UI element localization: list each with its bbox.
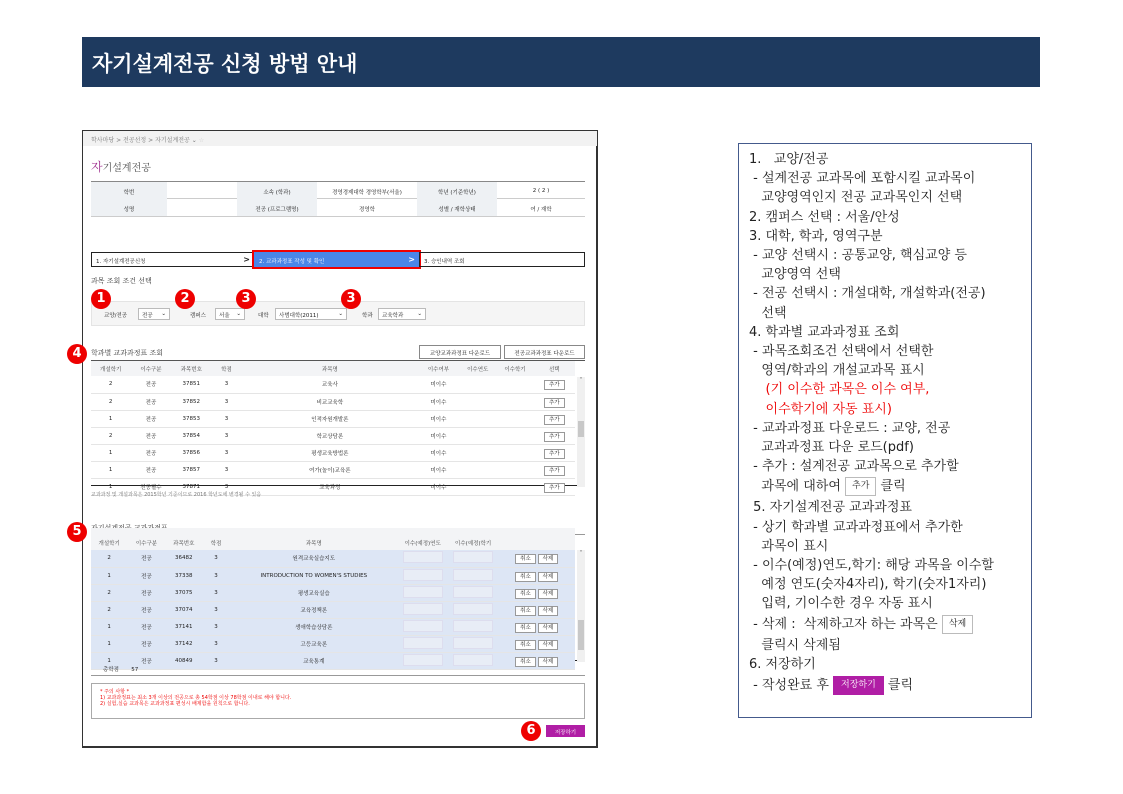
info-label: 성별 / 재학상태 xyxy=(417,199,497,216)
step-badge: 2 xyxy=(175,289,195,309)
table-cell: 3 xyxy=(202,635,230,652)
add-button[interactable]: 추가 xyxy=(544,380,565,390)
table-cell: 37074 xyxy=(166,601,202,618)
table-cell: 교육사 xyxy=(242,376,418,393)
guide-text: - 이수(예정)연도,학기: 해당 과목을 이수할 xyxy=(749,558,994,574)
guide-text: 교양영역 선택 xyxy=(749,267,841,283)
column-header xyxy=(498,528,575,550)
guide-line xyxy=(749,457,1031,476)
screenshot-panel xyxy=(72,130,598,748)
column-header: 이수구분 xyxy=(130,361,171,376)
guide-line xyxy=(749,304,1031,323)
table-cell: 1 xyxy=(91,652,127,669)
add-button[interactable]: 추가 xyxy=(544,432,565,442)
scrollbar[interactable]: ˄ xyxy=(577,550,585,662)
table-row xyxy=(91,618,575,635)
guide-text: 1. 교양/전공 xyxy=(749,152,829,167)
delete-button[interactable]: 삭제 xyxy=(538,554,559,564)
select-value: 사범대학(2011) xyxy=(279,313,319,319)
title-accent: 자 xyxy=(91,160,103,174)
guide-text: - 교과과정표 다운로드 : 교양, 전공 xyxy=(749,420,951,436)
table-cell xyxy=(496,478,533,495)
select-value: 교육학과 xyxy=(382,313,404,319)
guide-text: 2. 캠퍼스 선택 : 서울/안성 xyxy=(749,209,900,225)
step-2-active[interactable] xyxy=(254,252,419,267)
table-cell: 평생교육실습 xyxy=(230,584,397,601)
table-cell: 인적자원개발론 xyxy=(242,410,418,427)
table-cell: 전공 xyxy=(127,635,165,652)
step-label: 3. 승인내역 조회 xyxy=(424,259,465,265)
screen-title xyxy=(91,158,151,175)
table-cell: 2 xyxy=(91,376,130,393)
breadcrumb: 학사마당 > 전공선정 > 자기설계전공 ⌄ ☆ xyxy=(83,131,597,146)
table-cell: 37852 xyxy=(172,393,211,410)
year-input[interactable] xyxy=(403,603,443,615)
delete-button[interactable]: 삭제 xyxy=(538,589,559,599)
step-3[interactable] xyxy=(419,252,585,267)
table-cell: 37871 xyxy=(172,478,211,495)
step-label: 1. 자기설계전공신청 xyxy=(96,259,146,265)
scrollbar[interactable]: ˄ xyxy=(577,377,585,487)
step-badge: 4 xyxy=(67,344,87,364)
column-header: 과목명 xyxy=(230,528,397,550)
table-cell: 전공 xyxy=(130,410,171,427)
table-cell xyxy=(496,393,533,410)
table-cell: 전공 xyxy=(130,376,171,393)
table-cell: 미이수 xyxy=(418,461,459,478)
guide-text: 6. 저장하기 xyxy=(749,656,816,672)
condition-title: 과목 조회 조건 선택 xyxy=(91,277,152,285)
column-header: 이수구분 xyxy=(127,528,165,550)
note-line: 2) 실험,실습 교과목은 교과과정표 편성시 배제함을 원칙으로 합니다. xyxy=(100,701,250,707)
step-label: 2. 교과과정표 작성 및 확인 xyxy=(259,259,325,265)
table-cell: 37851 xyxy=(172,376,211,393)
guide-line xyxy=(749,674,1031,698)
table-cell: 전공 xyxy=(127,567,165,584)
guide-line xyxy=(749,419,1031,438)
guide-line xyxy=(749,498,1031,517)
select-value: 서울 xyxy=(219,313,230,319)
info-value: 경영학 xyxy=(359,207,375,213)
scroll-thumb[interactable] xyxy=(578,421,584,437)
table-cell: 교육과정 xyxy=(242,478,418,495)
cancel-button[interactable]: 취소 xyxy=(515,572,536,582)
table-row xyxy=(91,461,575,478)
chevron-down-icon: ⌄ xyxy=(417,311,422,317)
guide-text: 과목이 표시 xyxy=(749,538,829,554)
guide-text: 클릭 xyxy=(883,678,914,694)
table-cell xyxy=(459,444,496,461)
step-badge: 3 xyxy=(341,289,361,309)
table-cell: 1 xyxy=(91,478,130,495)
table-cell: 37075 xyxy=(166,584,202,601)
college-select[interactable] xyxy=(275,308,347,320)
table-cell: 2 xyxy=(91,393,130,410)
guide-line xyxy=(749,380,1031,399)
type-select[interactable] xyxy=(138,308,170,320)
guide-text: - 과목조회조건 선택에서 선택한 xyxy=(749,344,934,360)
table-cell: 1 xyxy=(91,410,130,427)
guide-text: - 전공 선택시 : 개설대학, 개설학과(전공) xyxy=(749,286,986,302)
guide-line xyxy=(749,476,1031,498)
course-table-wrap xyxy=(91,360,585,491)
filter-label: 학과 xyxy=(362,313,373,319)
total-label: 총학점 xyxy=(103,667,119,673)
title-rest: 기설계전공 xyxy=(102,163,151,174)
chevron-down-icon[interactable]: ⌄ xyxy=(191,137,197,144)
table-cell: 미이수 xyxy=(418,393,459,410)
section-4-title: 학과별 교과과정표 조회 xyxy=(91,349,164,357)
chevron-down-icon: ⌄ xyxy=(236,311,241,317)
guide-text: 3. 대학, 학과, 영역구분 xyxy=(749,228,883,244)
table-cell xyxy=(534,410,575,427)
save-button[interactable]: 저장하기 xyxy=(546,725,585,737)
table-cell: 교육정책론 xyxy=(230,601,397,618)
semester-input[interactable] xyxy=(453,551,493,563)
table-cell xyxy=(459,427,496,444)
column-header: 이수연도 xyxy=(459,361,496,376)
table-cell: 37857 xyxy=(172,461,211,478)
column-header: 과목명 xyxy=(242,361,418,376)
semester-input[interactable] xyxy=(453,637,493,649)
table-cell: 1 xyxy=(91,444,130,461)
column-header: 선택 xyxy=(534,361,575,376)
filter-label: 대학 xyxy=(258,313,269,319)
guide-text: 예정 연도(숫자4자리), 학기(숫자1자리) xyxy=(749,577,987,593)
table-cell: 1 xyxy=(91,567,127,584)
table-cell: 3 xyxy=(202,601,230,618)
table-cell: 37142 xyxy=(166,635,202,652)
notes-box xyxy=(91,683,585,719)
table-cell: 1 xyxy=(91,618,127,635)
add-button[interactable]: 추가 xyxy=(544,466,565,476)
breadcrumb-item[interactable]: 전공선정 xyxy=(123,137,147,144)
add-button[interactable]: 추가 xyxy=(544,415,565,425)
table-cell: 37141 xyxy=(166,618,202,635)
table-cell: 전공 xyxy=(127,550,165,567)
table-cell: 1 xyxy=(91,461,130,478)
table-cell: 37853 xyxy=(172,410,211,427)
column-header: 과목번호 xyxy=(166,528,202,550)
table-row xyxy=(91,567,575,584)
table-cell xyxy=(459,393,496,410)
table-cell: 여가(놀이)교육론 xyxy=(242,461,418,478)
delete-button[interactable]: 삭제 xyxy=(538,657,559,667)
table-cell: 3 xyxy=(202,550,230,567)
campus-select[interactable] xyxy=(215,308,245,320)
table-cell xyxy=(534,478,575,495)
table-cell: 37854 xyxy=(172,427,211,444)
guide-line xyxy=(749,208,1031,227)
table-row xyxy=(91,550,575,567)
guide-line xyxy=(749,323,1031,342)
table-cell: 2 xyxy=(91,584,127,601)
guide-text: 이수학기에 자동 표시) xyxy=(749,401,892,417)
table-row xyxy=(91,601,575,618)
guide-text: 교양영역인지 전공 교과목인지 선택 xyxy=(749,190,963,206)
table-cell xyxy=(534,444,575,461)
table-cell: 37338 xyxy=(166,567,202,584)
table-cell: 전공 xyxy=(130,444,171,461)
table-cell: 고등교육론 xyxy=(230,635,397,652)
add-button[interactable]: 추가 xyxy=(544,449,565,459)
guide-line xyxy=(749,361,1031,380)
table-cell: INTRODUCTION TO WOMEN'S STUDIES xyxy=(230,567,397,584)
page-title: 자기설계전공 신청 방법 안내 xyxy=(82,37,1040,87)
table-cell: 3 xyxy=(211,444,242,461)
table-cell: 전공 xyxy=(127,584,165,601)
table-cell: 전공 xyxy=(130,393,171,410)
table-cell xyxy=(534,427,575,444)
guide-text: - 설계전공 교과목에 포함시킬 교과목이 xyxy=(749,171,976,187)
inline-save-sample: 저장하기 xyxy=(833,676,884,695)
table-cell xyxy=(534,376,575,393)
breadcrumb-item[interactable]: 학사마당 xyxy=(91,137,115,144)
table-cell: 37856 xyxy=(172,444,211,461)
table-row xyxy=(91,376,575,393)
filter-label: 교양/전공 xyxy=(104,313,128,319)
table-row xyxy=(91,393,575,410)
guide-line xyxy=(749,400,1031,419)
delete-button[interactable]: 삭제 xyxy=(538,572,559,582)
breadcrumb-item[interactable]: 자기설계전공 xyxy=(155,137,190,144)
info-label: 성명 xyxy=(91,199,167,216)
table-cell: 미이수 xyxy=(418,410,459,427)
guide-line xyxy=(749,150,1031,169)
table-cell: 3 xyxy=(202,652,230,669)
add-button[interactable]: 추가 xyxy=(544,398,565,408)
guide-line xyxy=(749,188,1031,207)
table-cell xyxy=(459,410,496,427)
guide-text: 교과과정표 다운 로드(pdf) xyxy=(749,440,914,456)
filter-bar xyxy=(91,301,585,326)
table-cell xyxy=(459,376,496,393)
cancel-button[interactable]: 취소 xyxy=(515,640,536,650)
info-label: 전공 (프로그램명) xyxy=(237,199,317,216)
liberal-download-button[interactable]: 교양교과과정표 다운로드 xyxy=(419,345,501,359)
table-cell: 미이수 xyxy=(418,478,459,495)
guide-text: 영역/학과의 개설교과목 표시 xyxy=(749,363,925,379)
guide-line xyxy=(749,594,1031,613)
guide-text: 4. 학과별 교과과정표 조회 xyxy=(749,324,900,340)
arrow-icon: > xyxy=(243,255,250,264)
scroll-thumb[interactable] xyxy=(578,620,584,650)
cancel-button[interactable]: 취소 xyxy=(515,589,536,599)
table-cell: 전공필수 xyxy=(130,478,171,495)
table-cell xyxy=(534,461,575,478)
table-cell: 비교교육학 xyxy=(242,393,418,410)
year-input[interactable] xyxy=(403,551,443,563)
major-download-button[interactable]: 전공교과과정표 다운로드 xyxy=(504,345,585,359)
guide-line xyxy=(749,537,1031,556)
step-badge: 5 xyxy=(67,522,87,542)
column-header: 개설학기 xyxy=(91,361,130,376)
chevron-down-icon: ⌄ xyxy=(161,311,166,317)
table-cell xyxy=(459,478,496,495)
step-badge: 1 xyxy=(91,289,111,309)
arrow-icon: > xyxy=(408,255,415,264)
guide-text: 클릭 xyxy=(876,479,906,495)
table-row xyxy=(91,410,575,427)
total-row xyxy=(91,661,585,676)
note-line: 1) 교과과정표는 최소 3개 이상의 전공으로 총 54학점 이상 78학점 이내로 해야 합니다. xyxy=(100,695,292,701)
inline-button-sample: 추가 xyxy=(845,477,876,496)
column-header: 개설학기 xyxy=(91,528,127,550)
table-cell: 전공 xyxy=(130,461,171,478)
year-input[interactable] xyxy=(403,569,443,581)
guide-line xyxy=(749,227,1031,246)
step-badge: 3 xyxy=(236,289,256,309)
table-cell xyxy=(496,444,533,461)
guide-panel xyxy=(738,143,1032,718)
guide-line xyxy=(749,614,1031,636)
guide-text: (기 이수한 과목은 이수 여부, xyxy=(749,382,930,398)
guide-line xyxy=(749,169,1031,188)
table-cell: 전공 xyxy=(127,601,165,618)
table-cell: 2 xyxy=(91,427,130,444)
guide-text: - 상기 학과별 교과과정표에서 추가한 xyxy=(749,519,963,535)
info-label: 소속 (학과) xyxy=(237,182,317,199)
table-cell: 3 xyxy=(211,410,242,427)
star-icon[interactable]: ☆ xyxy=(198,137,205,144)
table-cell: 40849 xyxy=(166,652,202,669)
table-row xyxy=(91,584,575,601)
semester-input[interactable] xyxy=(453,620,493,632)
cancel-button[interactable]: 취소 xyxy=(515,606,536,616)
guide-line xyxy=(749,575,1031,594)
table-cell: 2 xyxy=(91,601,127,618)
table-header xyxy=(91,361,575,376)
guide-line xyxy=(749,556,1031,575)
guide-line xyxy=(749,655,1031,674)
guide-text: 5. 자기설계전공 교과과정표 xyxy=(749,500,912,516)
guide-text: 과목에 대하여 xyxy=(749,479,846,495)
guide-text: - 작성완료 후 xyxy=(749,678,834,694)
select-value: 전공 xyxy=(142,313,153,319)
table-cell xyxy=(496,461,533,478)
chevron-down-icon: ⌄ xyxy=(338,311,343,317)
table-row xyxy=(91,635,575,652)
guide-line xyxy=(749,246,1031,265)
year-input[interactable] xyxy=(403,620,443,632)
total-value: 57 xyxy=(131,667,139,673)
table-cell xyxy=(534,393,575,410)
table-cell: 미이수 xyxy=(418,427,459,444)
column-header: 이수(예정)학기 xyxy=(448,528,498,550)
cancel-button[interactable]: 취소 xyxy=(515,657,536,667)
inline-button-sample: 삭제 xyxy=(942,615,973,634)
table-cell: 평생교육방법론 xyxy=(242,444,418,461)
guide-line xyxy=(749,265,1031,284)
table-cell: 미이수 xyxy=(418,444,459,461)
info-row xyxy=(91,181,585,199)
column-header: 이수(예정)연도 xyxy=(398,528,448,550)
guide-line xyxy=(749,438,1031,457)
filter-label: 캠퍼스 xyxy=(190,313,206,319)
table-cell: 36482 xyxy=(166,550,202,567)
delete-button[interactable]: 삭제 xyxy=(538,606,559,616)
table-cell: 3 xyxy=(202,584,230,601)
info-value: 경영경제대학 경영학부(서울) xyxy=(332,190,402,196)
department-select[interactable] xyxy=(378,308,426,320)
table-cell: 생애학습상담론 xyxy=(230,618,397,635)
column-header: 학점 xyxy=(211,361,242,376)
step-1[interactable] xyxy=(91,252,254,267)
column-header: 이수여부 xyxy=(418,361,459,376)
table-row xyxy=(91,427,575,444)
note-line: * 주의 사항 * xyxy=(100,689,130,695)
table-cell: 3 xyxy=(211,427,242,444)
guide-line xyxy=(749,284,1031,303)
semester-input[interactable] xyxy=(453,603,493,615)
table-header xyxy=(91,528,575,550)
info-value: 여 / 재학 xyxy=(530,207,552,213)
semester-input[interactable] xyxy=(453,586,493,598)
guide-text: - 추가 : 설계전공 교과목으로 추가할 xyxy=(749,459,959,475)
table-cell: 원격교육실습지도 xyxy=(230,550,397,567)
table-note: 교과과정 및 개설과목은 2015학년 기준이므로 2016 학년도에 변경될 수 있음 xyxy=(91,492,262,498)
delete-button[interactable]: 삭제 xyxy=(538,623,559,633)
table-cell: 3 xyxy=(211,376,242,393)
table-row xyxy=(91,444,575,461)
table-cell: 3 xyxy=(211,461,242,478)
table-cell xyxy=(496,410,533,427)
table-cell: 3 xyxy=(202,567,230,584)
table-cell xyxy=(496,376,533,393)
plan-table-wrap xyxy=(91,534,585,665)
step-badge: 6 xyxy=(521,721,541,741)
table-cell xyxy=(496,427,533,444)
table-cell: 교육통계 xyxy=(230,652,397,669)
table-cell: 전공 xyxy=(130,427,171,444)
table-cell: 3 xyxy=(211,478,242,495)
guide-text: 선택 xyxy=(749,305,787,321)
delete-button[interactable]: 삭제 xyxy=(538,640,559,650)
guide-line xyxy=(749,342,1031,361)
add-button[interactable]: 추가 xyxy=(544,483,565,493)
table-cell: 3 xyxy=(211,393,242,410)
info-label: 학번 xyxy=(91,182,167,199)
cancel-button[interactable]: 취소 xyxy=(515,554,536,564)
guide-text: 클릭시 삭제됨 xyxy=(749,637,841,653)
year-input[interactable] xyxy=(403,637,443,649)
table-cell: 학교상담론 xyxy=(242,427,418,444)
table-cell: 1 xyxy=(91,635,127,652)
info-label: 학년 (기준학년) xyxy=(417,182,497,199)
guide-line xyxy=(749,518,1031,537)
table-cell xyxy=(459,461,496,478)
guide-text: 입력, 기이수한 경우 자동 표시 xyxy=(749,596,933,612)
column-header: 과목번호 xyxy=(172,361,211,376)
info-row xyxy=(91,199,585,217)
semester-input[interactable] xyxy=(453,569,493,581)
year-input[interactable] xyxy=(403,586,443,598)
guide-text: - 삭제 : 삭제하고자 하는 과목은 xyxy=(749,616,942,632)
guide-text: - 교양 선택시 : 공통교양, 핵심교양 등 xyxy=(749,248,967,264)
table-cell: 2 xyxy=(91,550,127,567)
table-cell: 미이수 xyxy=(418,376,459,393)
table-cell: 전공 xyxy=(127,652,165,669)
cancel-button[interactable]: 취소 xyxy=(515,623,536,633)
info-value: 2 ( 2 ) xyxy=(532,188,550,194)
table-cell: 3 xyxy=(202,618,230,635)
column-header: 이수학기 xyxy=(496,361,533,376)
column-header: 학점 xyxy=(202,528,230,550)
table-cell: 전공 xyxy=(127,618,165,635)
guide-line xyxy=(749,636,1031,655)
